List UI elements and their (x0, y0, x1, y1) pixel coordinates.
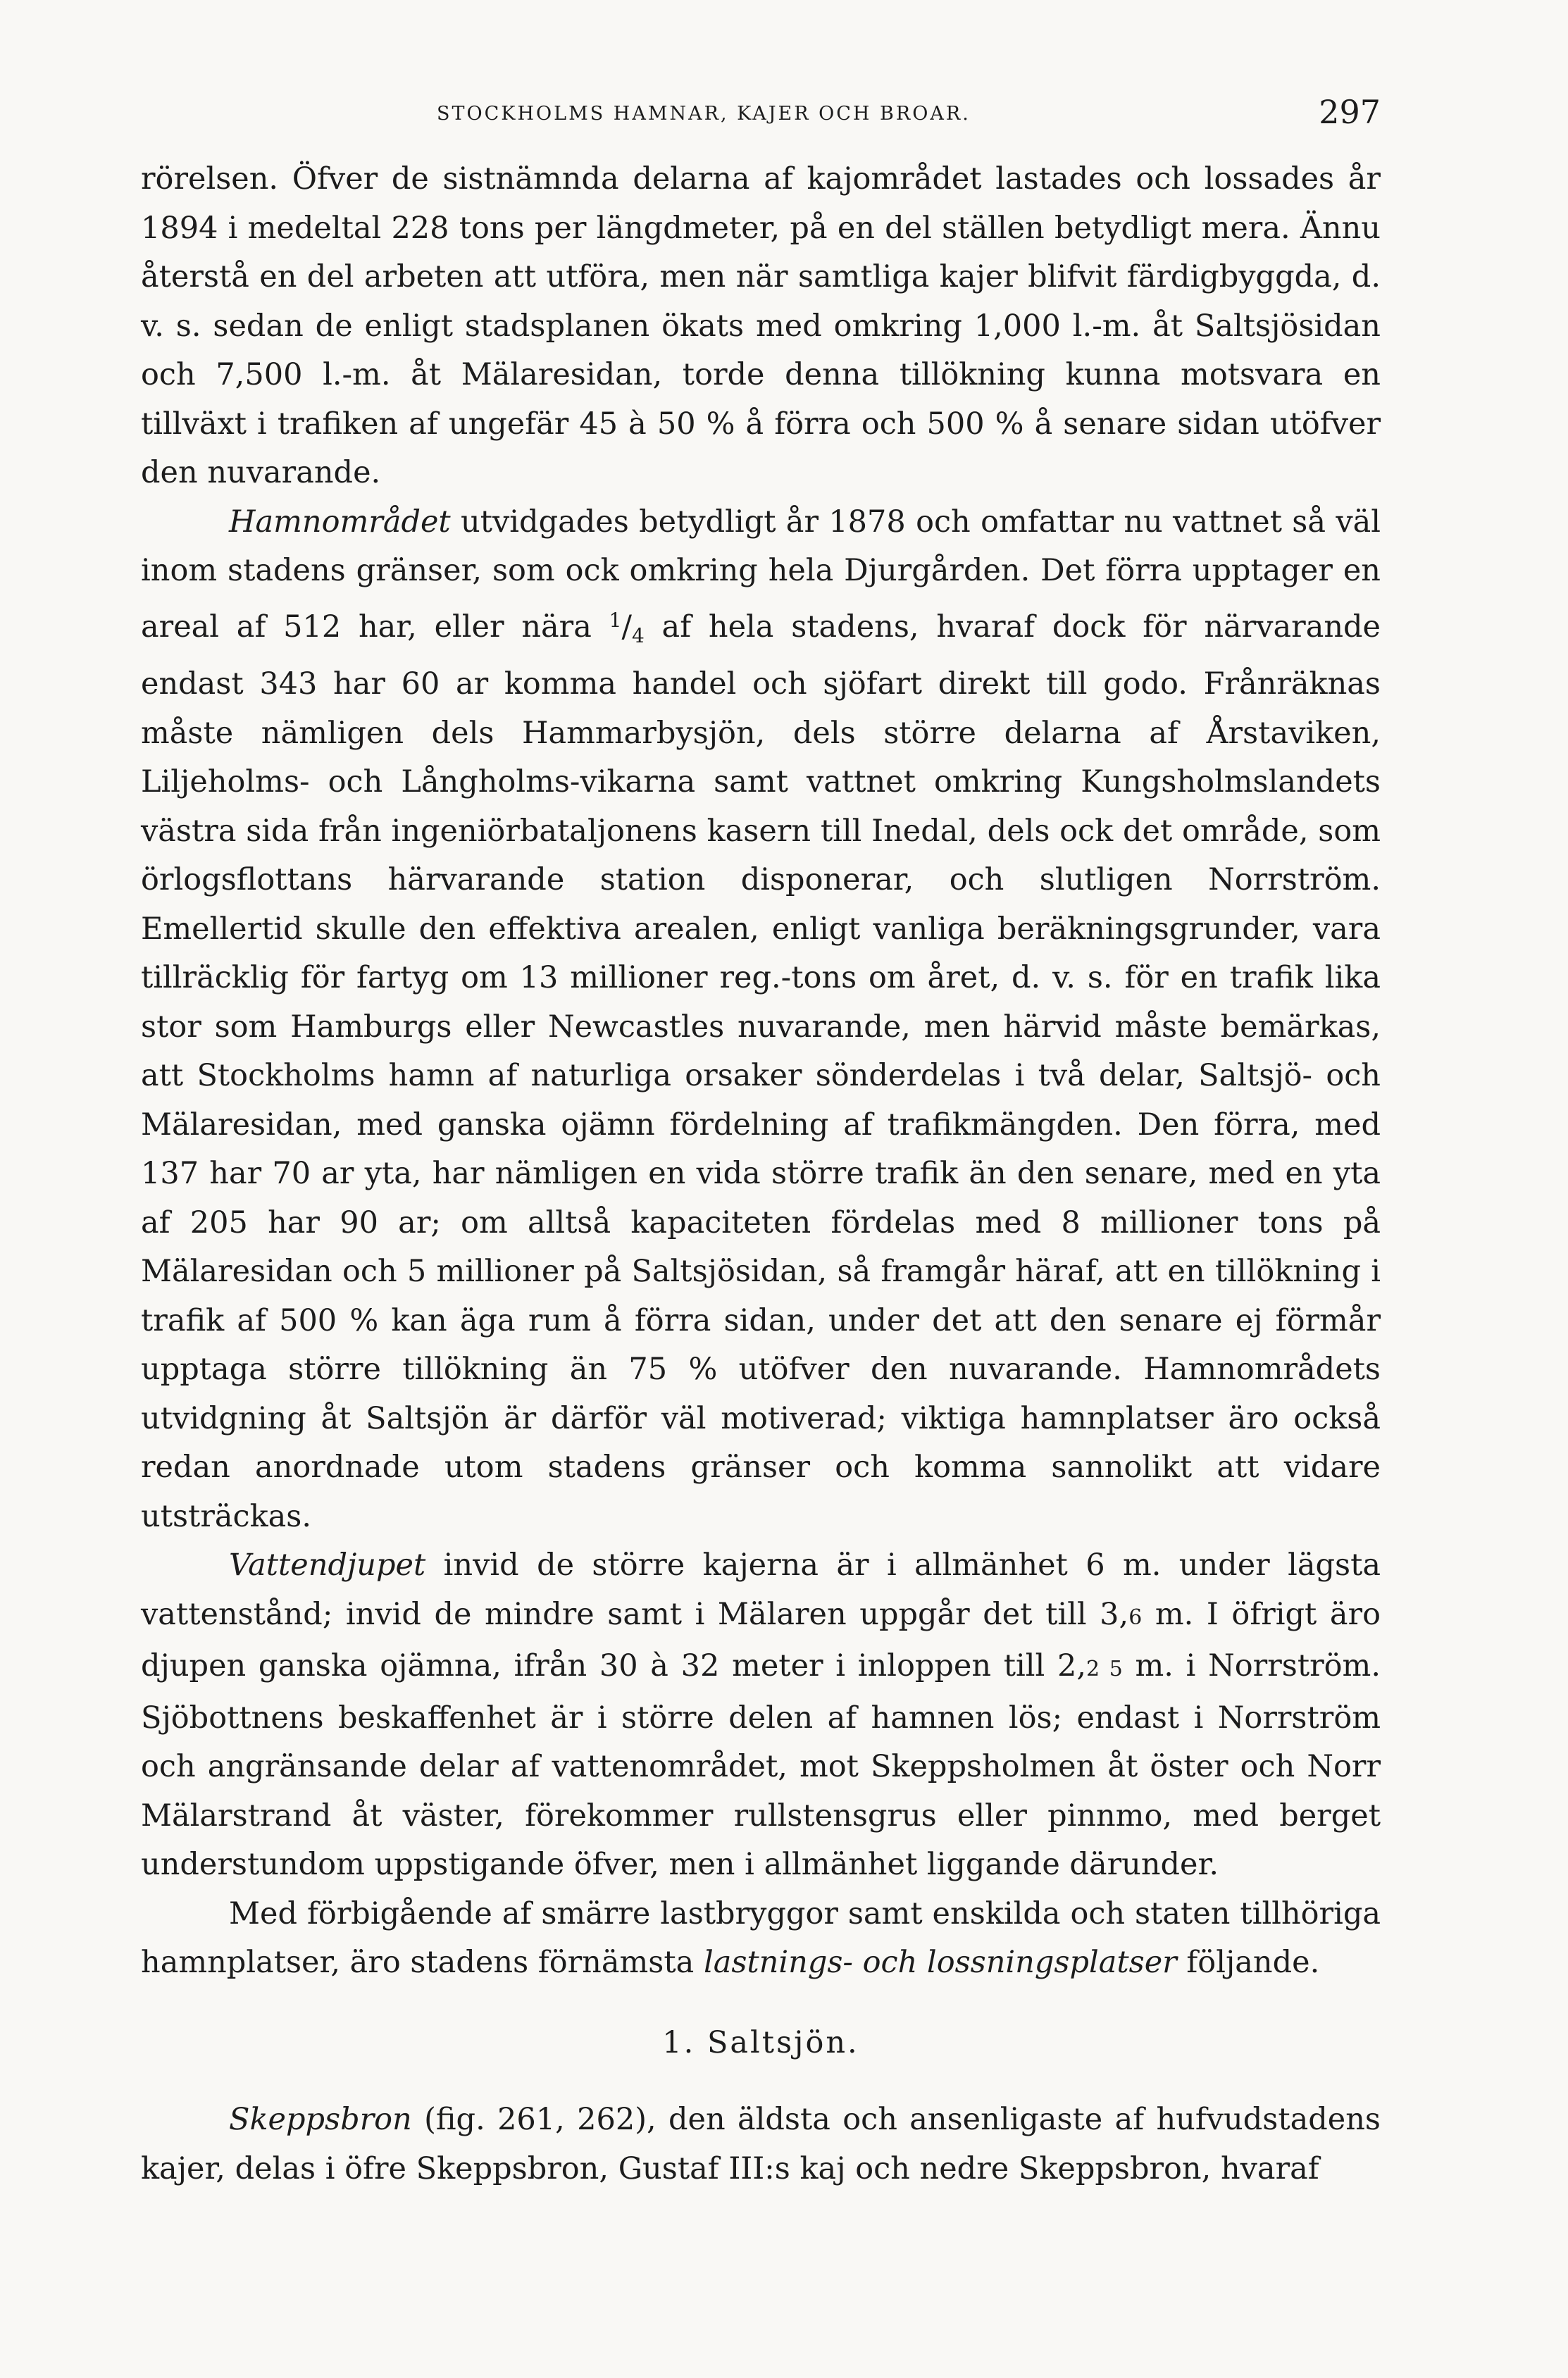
paragraph-text: rörelsen. Öfver de sistnämnda delarna af kajområdet lastades och lossades år 1894 i medeltal 228 tons per längdmeter, på en del ställen betydligt mera. Ännu återstå en del arbeten att utföra, men när samtliga kajer blifvit färdigbyggda, d. v. s. sedan de enligt stadsplanen ökats med omkring 1,000 l.-m. åt Saltsjösidan och 7,500 l.-m. åt Mälaresidan, torde denna tillökning kunna motsvara en tillväxt i trafiken af ungefär 45 à 50 % å förra och 500 % å senare sidan utöfver den nuvarande. (141, 161, 1381, 490)
paragraph-lastningsplatser (141, 1890, 1381, 1988)
lead-term-skeppsbron: Skeppsbron (229, 2102, 412, 2137)
decimal-digits: 2 5 (1086, 1657, 1123, 1681)
paragraph-text: af hela stadens, hvaraf dock för närvarande endast 343 har 60 ar komma handel och sjöfart direkt till godo. Frånräknas måste nämligen dels Hammarbysjön, dels större delarna af Årstaviken, Liljeholms- och Långholms-vikarna samt vattnet omkring Kungsholmslandets västra sida från ingeniörbataljonens kasern till Inedal, dels ock det område, som örlogsflottans härvarande station disponerar, och slutligen Norrström. Emellertid skulle den effektiva arealen, enligt vanliga beräkningsgrunder, vara tillräcklig för fartyg om 13 millioner reg.-tons om året, d. v. s. för en trafik lika stor som Hamburgs eller Newcastles nuvarande, men härvid måste bemärkas, att Stockholms hamn af naturliga orsaker sönderdelas i två delar, Saltsjö- och Mälaresidan, med ganska ojämn fördelning af trafikmängden. Den förra, med 137 har 70 ar yta, har nämligen en vida större trafik än den senare, med en yta af 205 har 90 ar; om alltså kapaciteten fördelas med 8 millioner tons på Mälaresidan och 5 millioner på Saltsjösidan, så framgår häraf, att en tillökning i trafik af 500 % kan äga rum å förra sidan, under det att den senare ej förmår upptaga större tillökning än 75 % utöfver den nuvarande. Hamnområdets utvidgning åt Saltsjön är därför väl motiverad; viktiga hamnplatser äro också redan anordnade utom stadens gränser och komma sannolikt att vidare utsträckas. (141, 609, 1381, 1534)
lead-term-hamnomradet: Hamnområdet (229, 504, 451, 540)
paragraph-text: Med förbigående af smärre lastbryggor samt enskilda och staten tillhöriga hamnplatser, äro stadens förnämsta (141, 1895, 1381, 1980)
paragraph-text: utvidgades betydligt år 1878 och omfattar nu vattnet så väl inom stadens gränser, som ock omkring hela Djurgården. Det förra upptager en areal af 512 har, eller nära (141, 504, 1381, 645)
paragraph-text: följande. (1176, 1945, 1320, 1980)
lead-term-vattendjupet: Vattendjupet (229, 1548, 426, 1583)
paragraph-kajomradet (141, 155, 1381, 498)
page-number: 297 (1319, 93, 1381, 131)
body-text (141, 155, 1381, 2193)
fraction-slash: / (621, 609, 632, 645)
book-page (141, 0, 1381, 2378)
paragraph-text: invid de större kajerna är i allmänhet 6 m. under lägsta vattenstånd; invid de mindre samt i Mälaren uppgår det till 3, (141, 1548, 1381, 1632)
running-head (141, 93, 1381, 131)
section-heading: 1. Saltsjön. (662, 2024, 859, 2060)
paragraph-text: (fig. 261, 262), den äldsta och ansenligaste af hufvudstadens kajer, delas i öfre Skeppsbron, Gustaf III:s kaj och nedre Skeppsbron, hvaraf (141, 2102, 1381, 2186)
paragraph-text: m. i Norrström. Sjöbottnens beskaffenhet är i större delen af hamnen lös; endast i Norrström och angränsande delar af vattenområdet, mot Skeppsholmen åt öster och Norr Mälarstrand åt väster, förekommer rullstensgrus eller pinnmo, med berget understundom uppstigande öfver, men i allmänhet liggande därunder. (141, 1648, 1381, 1882)
paragraph-text: m. I öfrigt äro djupen ganska ojämna, ifrån 30 à 32 meter i inloppen till 2, (141, 1596, 1381, 1683)
running-title: STOCKHOLMS HAMNAR, KAJER OCH BROAR. (437, 103, 971, 125)
fraction-denominator: 4 (631, 623, 645, 647)
paragraph-hamnomradet (141, 498, 1381, 1542)
fraction-numerator: 1 (609, 608, 622, 632)
paragraph-skeppsbron (141, 2096, 1381, 2193)
paragraph-vattendjupet (141, 1541, 1381, 1890)
decimal-digits: 6 (1128, 1605, 1143, 1630)
emphasis-lastningsplatser: lastnings- och lossningsplatser (703, 1945, 1177, 1980)
